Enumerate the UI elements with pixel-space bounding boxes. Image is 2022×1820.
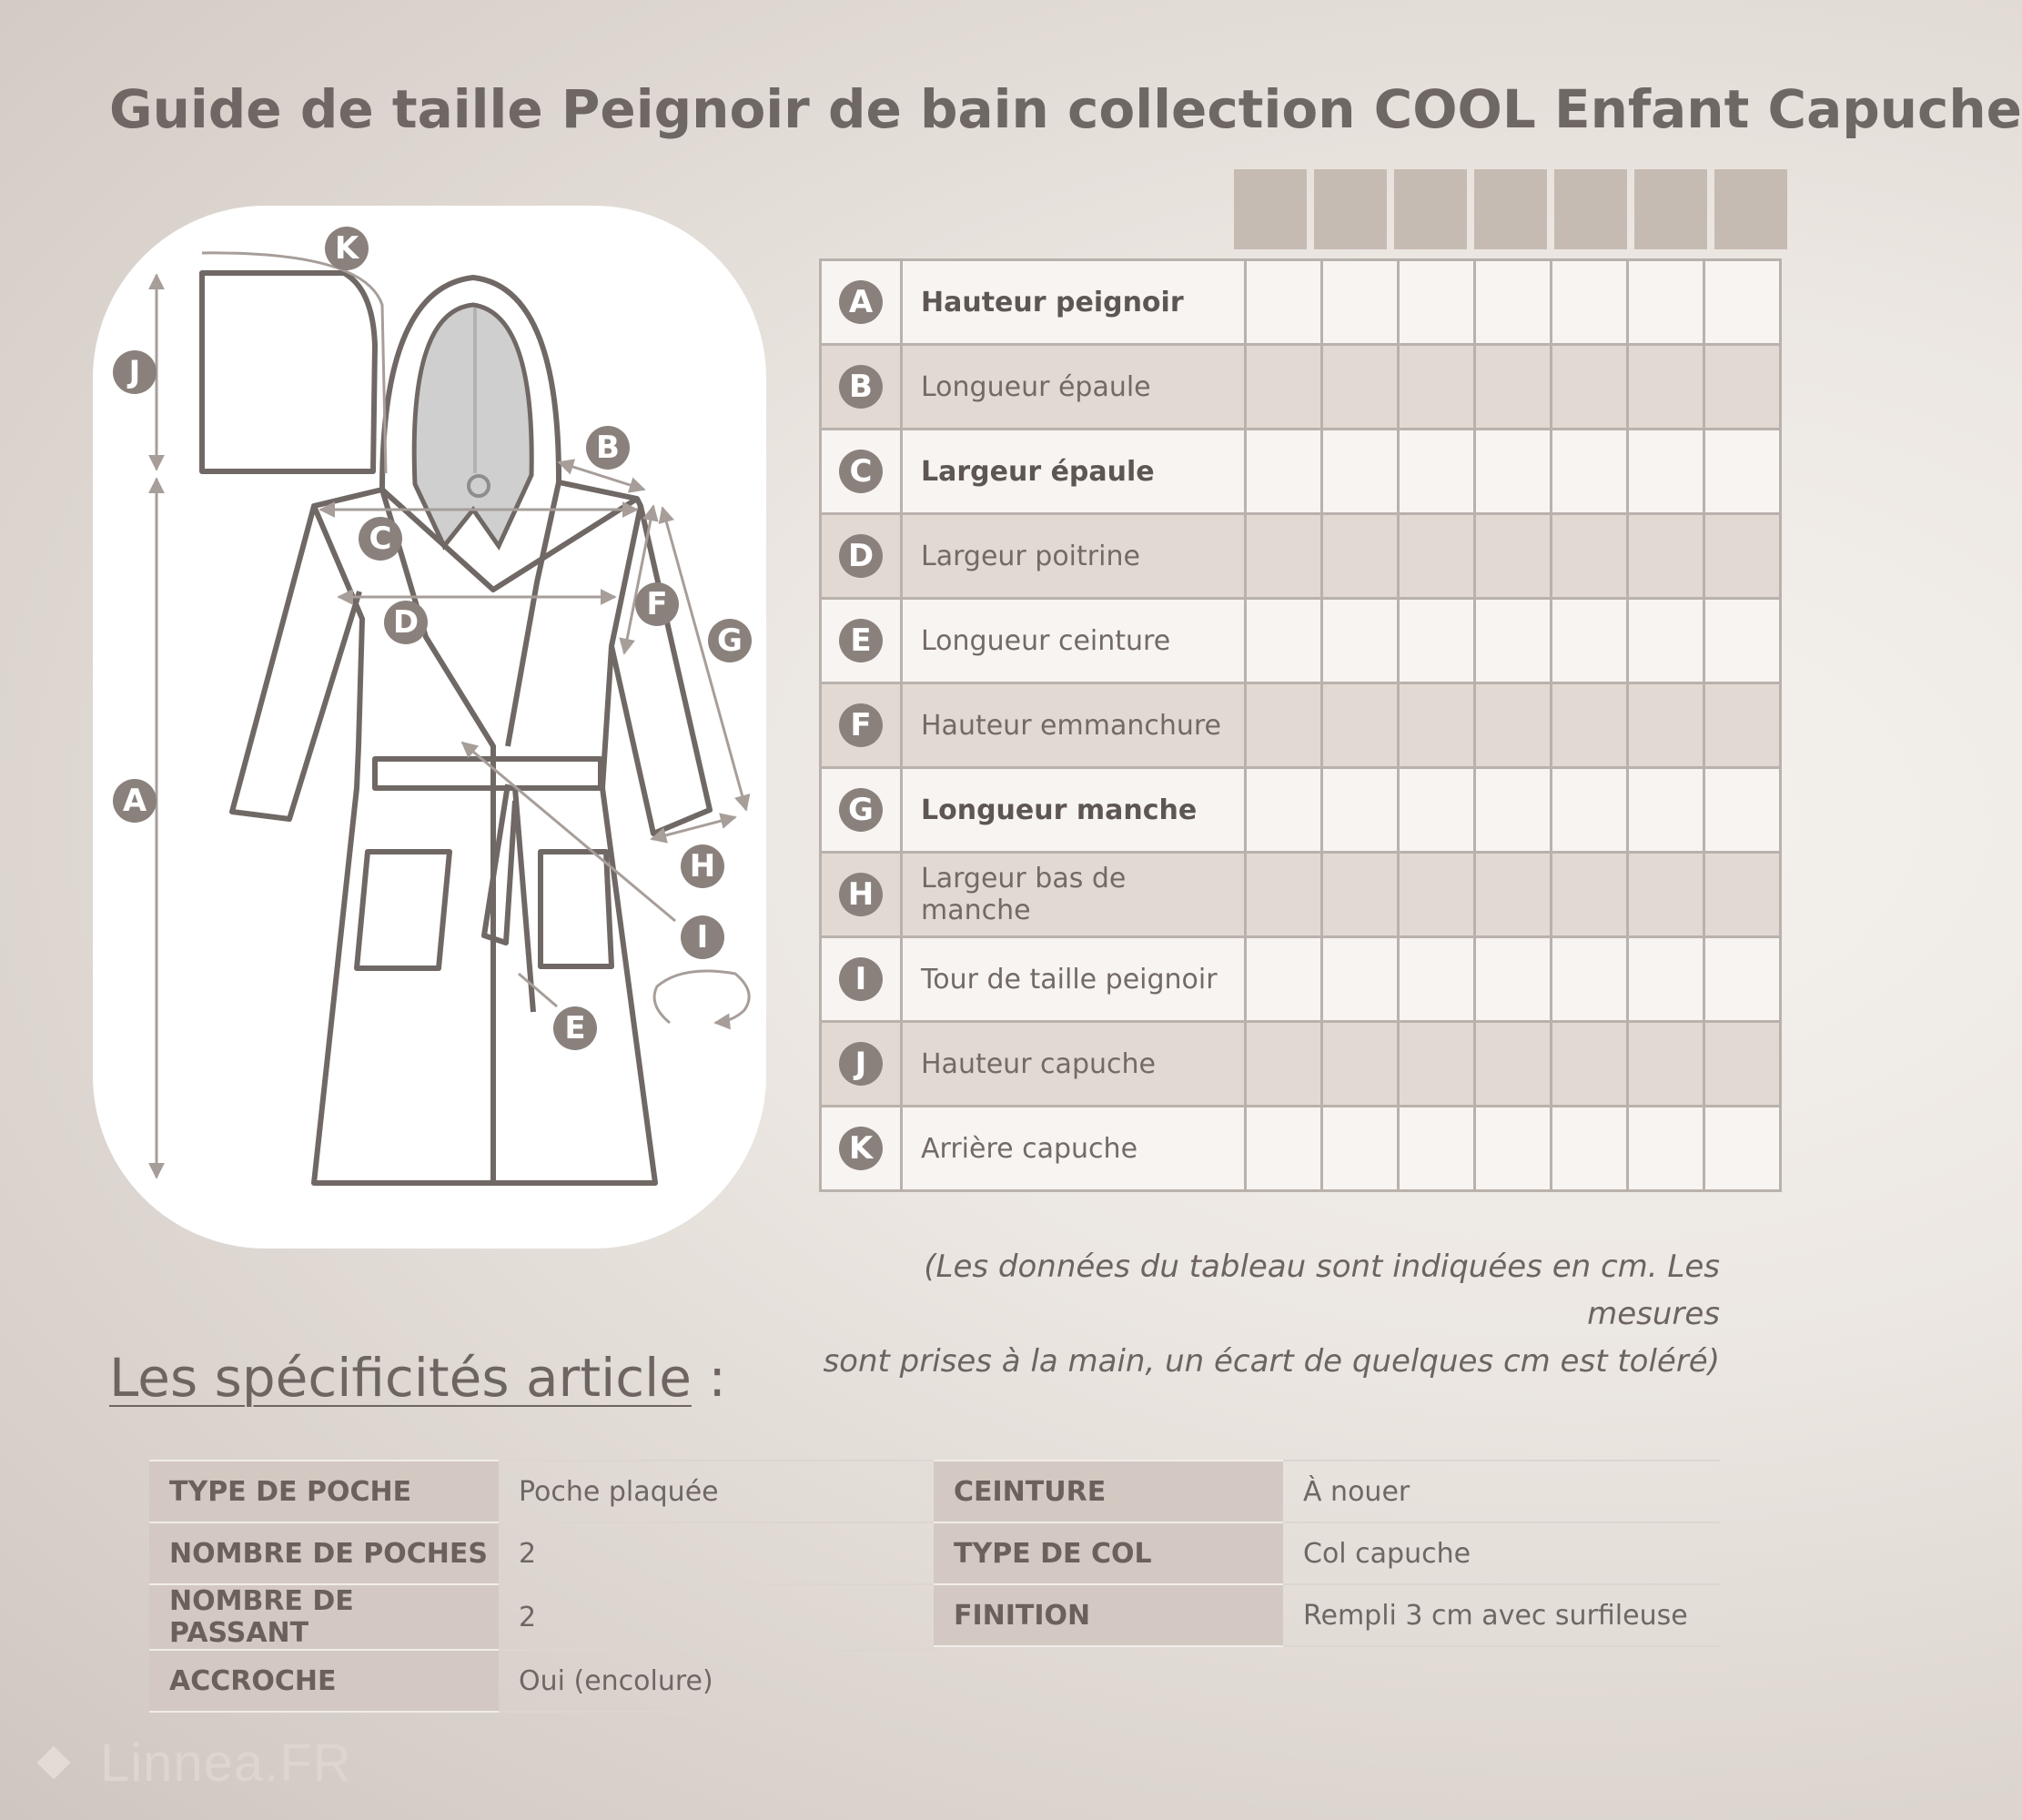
size-value-cell (1322, 937, 1399, 1022)
size-header-cell (1234, 169, 1307, 249)
right-sleeve (612, 506, 710, 834)
size-value-cell (1628, 260, 1704, 345)
badge-b: B (586, 426, 630, 470)
left-sleeve (232, 506, 359, 819)
size-header-cell (1634, 169, 1707, 249)
size-value-cell (1246, 937, 1322, 1022)
size-value-cell (1246, 430, 1322, 514)
left-lapel (382, 490, 493, 1183)
size-value-cell (1552, 683, 1628, 768)
size-value-cell (1322, 599, 1399, 683)
size-value-cell (1704, 514, 1781, 599)
table-note (801, 1243, 1720, 1385)
row-letter-badge: E (839, 619, 883, 662)
size-value-cell (1246, 1022, 1322, 1107)
size-value-cell (1628, 937, 1704, 1022)
size-row-g (821, 768, 1781, 853)
row-label: Hauteur emmanchure (902, 683, 1246, 768)
left-pocket (357, 852, 450, 968)
size-value-cell (1475, 937, 1552, 1022)
badge-h: H (681, 844, 724, 888)
size-value-cell (1628, 514, 1704, 599)
row-letter-cell (821, 683, 902, 768)
badge-k: K (325, 227, 369, 270)
badge-g: G (708, 619, 752, 662)
row-label: Hauteur peignoir (902, 260, 1246, 345)
row-letter-badge: D (839, 534, 883, 578)
badge-e: E (553, 1006, 597, 1050)
size-value-cell (1475, 768, 1552, 853)
belt-tail (484, 784, 515, 943)
size-value-cell (1246, 599, 1322, 683)
size-value-cell (1475, 853, 1552, 937)
row-letter-badge: C (839, 450, 883, 493)
row-letter-cell (821, 768, 902, 853)
size-value-cell (1322, 514, 1399, 599)
size-value-cell (1322, 345, 1399, 430)
size-value-cell (1246, 260, 1322, 345)
row-label: Longueur épaule (902, 345, 1246, 430)
size-row-i (821, 937, 1781, 1022)
size-value-cell (1322, 1022, 1399, 1107)
specs-left-table (149, 1460, 935, 1713)
size-value-cell (1704, 430, 1781, 514)
size-row-c (821, 430, 1781, 514)
row-letter-cell (821, 430, 902, 514)
size-value-cell (1399, 1022, 1475, 1107)
row-letter-cell (821, 853, 902, 937)
spec-key: NOMBRE DE POCHES (149, 1522, 499, 1584)
size-value-cell (1246, 853, 1322, 937)
row-label: Tour de taille peignoir (902, 937, 1246, 1022)
badge-a: A (113, 779, 157, 823)
spec-key: FINITION (934, 1584, 1283, 1646)
page-title: Guide de taille Peignoir de bain collection COOL Enfant Capuche (109, 78, 2022, 140)
size-value-cell (1399, 853, 1475, 937)
row-label: Arrière capuche (902, 1107, 1246, 1191)
size-header-cell (1554, 169, 1627, 249)
spec-row (934, 1461, 1720, 1522)
size-value-cell (1322, 853, 1399, 937)
spec-value: Poche plaquée (499, 1461, 935, 1522)
size-value-cell (1475, 430, 1552, 514)
size-value-cell (1628, 683, 1704, 768)
size-value-cell (1704, 1107, 1781, 1191)
brand-suffix: .FR (264, 1734, 352, 1793)
size-value-cell (1322, 768, 1399, 853)
spec-value: À nouer (1283, 1461, 1720, 1522)
size-value-cell (1399, 345, 1475, 430)
size-value-cell (1399, 768, 1475, 853)
size-value-cell (1552, 1107, 1628, 1191)
badge-c: C (359, 517, 402, 561)
spec-key: TYPE DE POCHE (149, 1461, 499, 1522)
row-label: Hauteur capuche (902, 1022, 1246, 1107)
size-row-f (821, 683, 1781, 768)
row-label: Longueur ceinture (902, 599, 1246, 683)
size-value-cell (1628, 345, 1704, 430)
size-value-cell (1322, 430, 1399, 514)
size-value-cell (1704, 683, 1781, 768)
measure-e (519, 974, 557, 1006)
size-value-cell (1552, 599, 1628, 683)
row-letter-badge: B (839, 365, 883, 409)
size-value-cell (1552, 937, 1628, 1022)
size-value-cell (1246, 345, 1322, 430)
badge-i: I (681, 915, 724, 959)
spec-row (149, 1461, 935, 1522)
size-value-cell (1246, 1107, 1322, 1191)
specs-title-text: Les spécificités article (109, 1347, 692, 1409)
spec-key: TYPE DE COL (934, 1522, 1283, 1584)
hood-back-shape (202, 273, 375, 471)
row-letter-badge: I (839, 957, 883, 1001)
size-value-cell (1246, 683, 1322, 768)
size-row-j (821, 1022, 1781, 1107)
size-value-cell (1475, 1107, 1552, 1191)
size-value-cell (1399, 937, 1475, 1022)
size-value-cell (1704, 768, 1781, 853)
size-value-cell (1552, 345, 1628, 430)
spec-row (149, 1522, 935, 1584)
table-note-line-2: sont prises à la main, un écart de quelques cm est toléré) (823, 1343, 1720, 1380)
size-row-e (821, 599, 1781, 683)
size-value-cell (1475, 1022, 1552, 1107)
size-value-cell (1704, 260, 1781, 345)
measure-i-loop (654, 971, 749, 1023)
brand-name: Linnea (100, 1734, 265, 1793)
badge-f: F (635, 582, 679, 626)
size-value-cell (1399, 260, 1475, 345)
row-letter-cell (821, 260, 902, 345)
badge-d: D (384, 601, 428, 644)
table-note-line-1: (Les données du tableau sont indiquées en cm. Les mesures (924, 1249, 1720, 1332)
size-value-cell (1475, 599, 1552, 683)
size-row-h (821, 853, 1781, 937)
row-letter-badge: F (839, 703, 883, 747)
size-table (819, 258, 1782, 1192)
spec-value: 2 (499, 1584, 935, 1650)
spec-value: 2 (499, 1522, 935, 1584)
size-value-cell (1399, 430, 1475, 514)
row-letter-cell (821, 1022, 902, 1107)
size-row-d (821, 514, 1781, 599)
spec-key: CEINTURE (934, 1461, 1283, 1522)
size-value-cell (1246, 514, 1322, 599)
size-value-cell (1628, 1022, 1704, 1107)
spec-row (149, 1650, 935, 1712)
specs-right-table (934, 1460, 1720, 1647)
row-label: Largeur bas de manche (902, 853, 1246, 937)
size-row-b (821, 345, 1781, 430)
size-value-cell (1399, 683, 1475, 768)
row-label: Largeur poitrine (902, 514, 1246, 599)
row-letter-badge: G (839, 788, 883, 832)
size-value-cell (1552, 260, 1628, 345)
size-value-cell (1322, 683, 1399, 768)
size-value-cell (1704, 599, 1781, 683)
size-header-cell (1714, 169, 1787, 249)
size-value-cell (1552, 768, 1628, 853)
size-value-cell (1552, 853, 1628, 937)
size-value-cell (1399, 599, 1475, 683)
specs-title-suffix: : (691, 1347, 726, 1409)
spec-value: Col capuche (1283, 1522, 1720, 1584)
size-value-cell (1475, 683, 1552, 768)
brand-logo (36, 1733, 352, 1794)
robe-body (314, 490, 655, 1183)
spec-key: ACCROCHE (149, 1650, 499, 1712)
specs-title (109, 1347, 726, 1409)
row-letter-badge: J (839, 1042, 883, 1086)
size-value-cell (1399, 514, 1475, 599)
spec-key: NOMBRE DE PASSANT (149, 1584, 499, 1650)
spec-value: Oui (encolure) (499, 1650, 935, 1712)
size-value-cell (1628, 1107, 1704, 1191)
size-row-k (821, 1107, 1781, 1191)
size-value-cell (1628, 430, 1704, 514)
size-value-cell (1628, 599, 1704, 683)
size-value-cell (1628, 768, 1704, 853)
size-value-cell (1628, 853, 1704, 937)
size-value-cell (1475, 514, 1552, 599)
spec-row (149, 1584, 935, 1650)
size-value-cell (1704, 345, 1781, 430)
size-value-cell (1475, 345, 1552, 430)
row-label: Largeur épaule (902, 430, 1246, 514)
row-letter-cell (821, 937, 902, 1022)
size-row-a (821, 260, 1781, 345)
size-value-cell (1704, 937, 1781, 1022)
row-label: Longueur manche (902, 768, 1246, 853)
row-letter-badge: K (839, 1127, 883, 1170)
badge-j: J (113, 350, 157, 394)
size-value-cell (1704, 853, 1781, 937)
size-value-cell (1322, 1107, 1399, 1191)
right-pocket (541, 852, 612, 966)
size-header-cell (1394, 169, 1467, 249)
size-value-cell (1552, 1022, 1628, 1107)
row-letter-cell (821, 1107, 902, 1191)
row-letter-badge: H (839, 873, 883, 916)
spec-row (934, 1522, 1720, 1584)
size-value-cell (1322, 260, 1399, 345)
size-value-cell (1552, 514, 1628, 599)
size-header-cell (1474, 169, 1547, 249)
size-value-cell (1552, 430, 1628, 514)
spec-row (934, 1584, 1720, 1646)
size-value-cell (1246, 768, 1322, 853)
spec-value: Rempli 3 cm avec surfileuse (1283, 1584, 1720, 1646)
size-column-headers (1234, 169, 1787, 249)
right-lapel (508, 482, 559, 746)
row-letter-cell (821, 514, 902, 599)
size-value-cell (1704, 1022, 1781, 1107)
row-letter-cell (821, 599, 902, 683)
size-header-cell (1314, 169, 1387, 249)
size-value-cell (1475, 260, 1552, 345)
size-value-cell (1399, 1107, 1475, 1191)
row-letter-badge: A (839, 280, 883, 324)
row-letter-cell (821, 345, 902, 430)
